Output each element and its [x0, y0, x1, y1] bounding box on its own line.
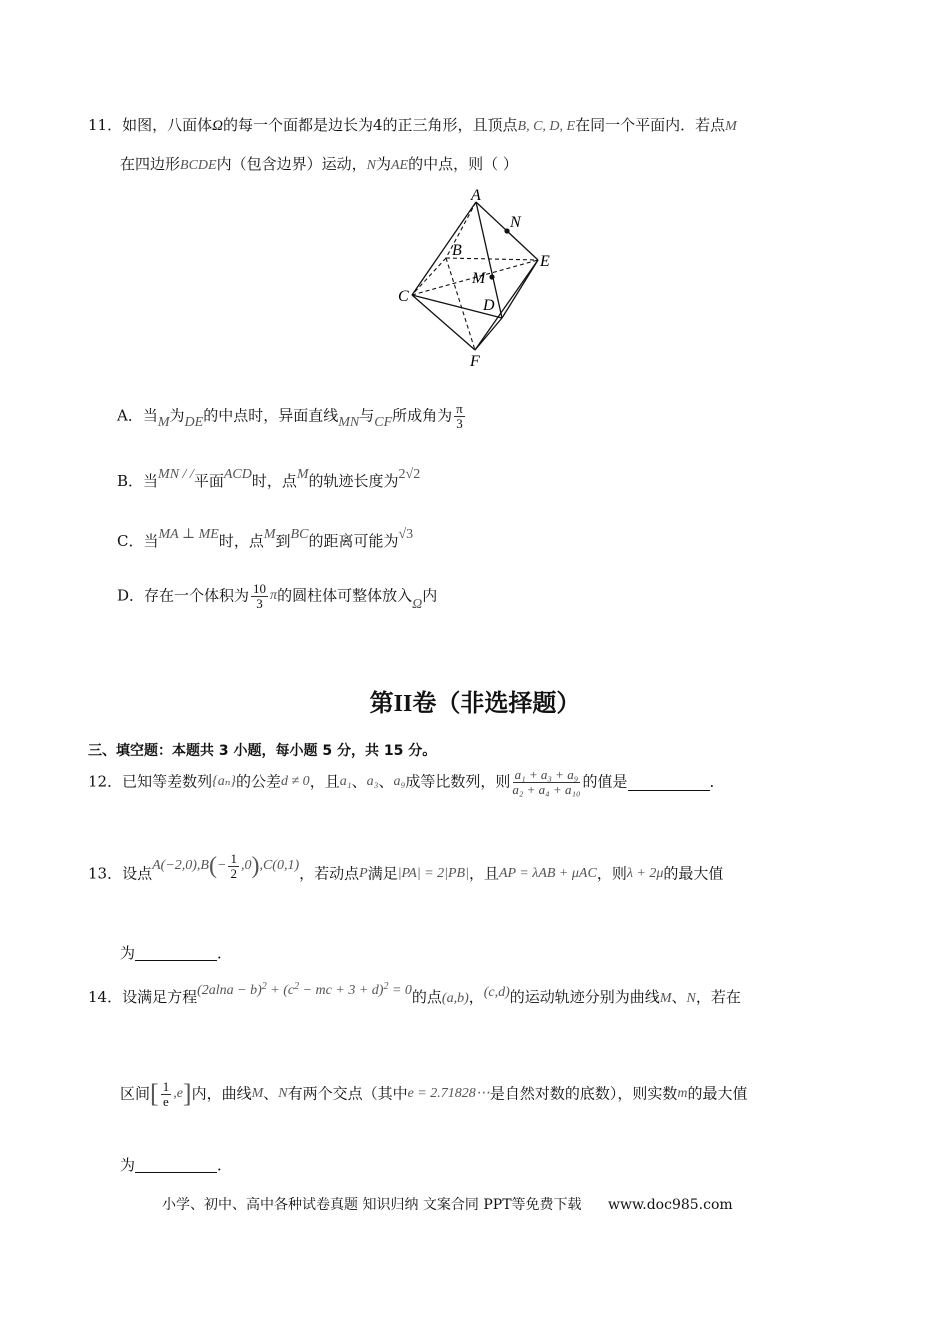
- point-m-dot: [489, 274, 494, 279]
- label-e: E: [540, 253, 550, 270]
- label-n: N: [510, 214, 521, 231]
- q11-option-d: D．存在一个体积为 $\frac{10}{3}$ π的圆柱体可整体放入Ω内: [117, 581, 438, 613]
- q14-answer-blank[interactable]: [135, 1156, 217, 1173]
- q13-line2: 为 ．: [120, 944, 233, 962]
- label-m: M: [472, 270, 486, 287]
- q14-line3: 为 ．: [120, 1156, 233, 1174]
- q11-line2: 在四边形BCDE内（包含边界）运动，N为AE的中点，则（ ）: [120, 155, 518, 173]
- footer-link[interactable]: www.doc985.com: [607, 1197, 733, 1213]
- q13-line1: 13．设点A(−2,0),B(− $\frac{1}{2}$ ,0),C(0,1)，若动点P满足|PA| = 2|PB|，且AP = λAB + μAC，则λ + 2μ的最大值: [88, 851, 724, 883]
- footer-text: 小学、初中、高中各种试卷真题 知识归纳 文案合同 PPT等免费下载: [162, 1197, 582, 1213]
- q14-line1: 14．设满足方程$(2alna - b)^2 + (c^2$ − mc + 3 + d)$^2$ = 0的点(a,b)，(c,d)的运动轨迹分别为曲线M、N，若在: [88, 981, 741, 1006]
- label-c: C: [398, 288, 409, 305]
- footer: [162, 1194, 733, 1214]
- q12-answer-blank[interactable]: [628, 774, 710, 791]
- q14-line2: 区间[ $\frac{1}{e}$ ,e]内，曲线M、N有两个交点（其中e = 2.71828⋯是自然对数的底数），则实数m的最大值: [120, 1079, 748, 1109]
- q11-option-a: A．当M为DE的中点时，异面直线MN与CF所成角为 $\frac{\pi}{3}$: [117, 401, 463, 431]
- label-a: A: [471, 187, 481, 204]
- label-d: D: [483, 297, 495, 314]
- octahedron-figure: [390, 180, 570, 370]
- page-title: 第II卷（非选择题）: [369, 691, 581, 717]
- q11-option-b: B．当MN / /平面ACD时，点M的轨迹长度为2√2: [117, 467, 421, 490]
- label-b: B: [452, 242, 462, 259]
- section-heading: 三、填空题：本题共 3 小题，每小题 5 分，共 15 分。: [88, 743, 437, 759]
- point-n-dot: [504, 228, 509, 233]
- q11-option-c: C．当MA ⊥ ME时，点M到BC的距离可能为√3: [117, 527, 414, 550]
- q11-line1: 11．如图，八面体Ω的每一个面都是边长为4的正三角形，且顶点B, C, D, E在同一个平面内．若点M: [88, 116, 737, 134]
- q13-answer-blank[interactable]: [135, 944, 217, 961]
- q12: 12．已知等差数列{aₙ}的公差d ≠ 0，且a₁、a₃、a₉成等比数列，则 $\frac{\text{a₁ + a₃ + a₉}}{\text{a₂ + a₄ + a₁₀}}$ 的值是 ．: [88, 767, 725, 797]
- label-f: F: [470, 353, 480, 370]
